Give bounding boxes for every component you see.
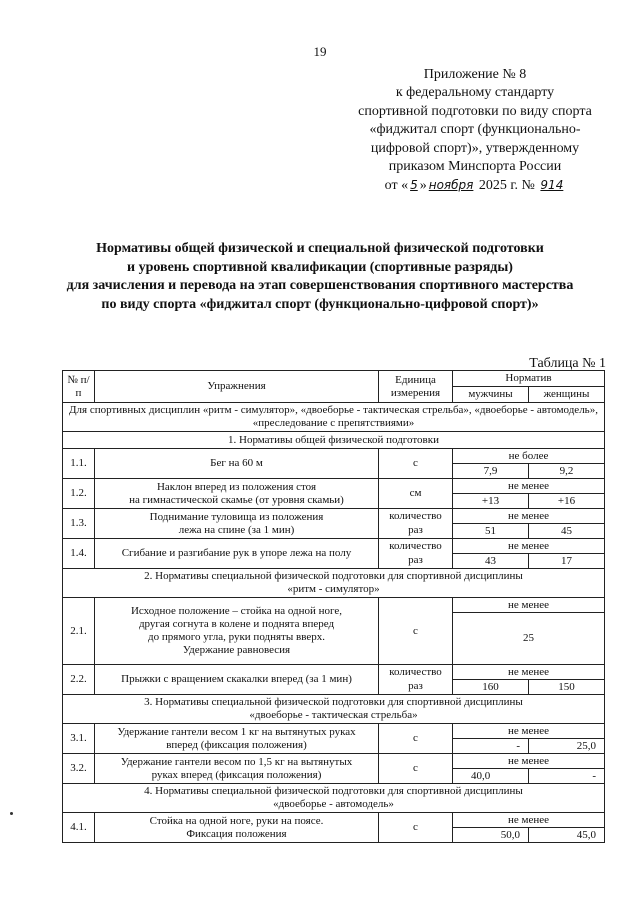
section-line: 4. Нормативы специальной физической подготовки для спортивной дисциплины: [144, 785, 523, 797]
title-line: и уровень спортивной квалификации (спортивные разряды): [127, 259, 513, 275]
unit: с: [379, 598, 453, 665]
date-mid: »: [419, 178, 427, 194]
norm-condition: не менее: [453, 598, 605, 613]
appendix-line: «фиджитал спорт (функционально-: [369, 122, 581, 138]
section-3-title: [63, 695, 605, 724]
table-row: [63, 754, 605, 769]
norm-condition: не более: [453, 449, 605, 464]
exercise-name: [95, 724, 379, 754]
row-number: 1.1.: [63, 449, 95, 479]
unit-line-2: раз: [379, 680, 453, 695]
exercise-name: Прыжки с вращением скакалки вперед (за 1 мин): [95, 665, 379, 695]
section-header-row: [63, 569, 605, 598]
appendix-line: к федеральному стандарту: [395, 85, 555, 101]
table-row: [63, 509, 605, 524]
table-row: [63, 598, 605, 613]
page-number: 19: [313, 44, 327, 59]
norm-condition: не менее: [453, 754, 605, 769]
exercise-line: лежа на спине (за 1 мин): [178, 523, 295, 536]
unit-line-2: раз: [379, 524, 453, 539]
table-row: [63, 813, 605, 828]
title-line: по виду спорта «фиджитал спорт (функционально-цифровой спорт)»: [101, 296, 539, 312]
norm-condition: не менее: [453, 479, 605, 494]
section-line: «двоеборье - тактическая стрельба»: [249, 709, 418, 721]
exercise-line: руках вперед (фиксация положения): [151, 768, 322, 781]
exercise-line: вперед (фиксация положения): [166, 738, 307, 751]
exercise-name: Бег на 60 м: [95, 449, 379, 479]
exercise-name: Сгибание и разгибание рук в упоре лежа на полу: [95, 539, 379, 569]
title-line: для зачисления и перевода на этап совершенствования спортивного мастерства: [66, 278, 574, 293]
norm-women: 150: [529, 680, 605, 695]
handwritten-month: ноября: [428, 178, 474, 193]
unit: с: [379, 449, 453, 479]
date-year: 2025 г. №: [478, 178, 535, 194]
row-number: 3.1.: [63, 724, 95, 754]
exercise-line: Поднимание туловища из положения: [149, 510, 324, 523]
exercise-line: на гимнастической скамье (от уровня скамьи): [129, 493, 344, 506]
norm-condition: не менее: [453, 665, 605, 680]
exercise-line: Стойка на одной ноге, руки на поясе.: [149, 814, 324, 827]
exercise-line: Наклон вперед из положения стоя: [156, 480, 317, 493]
appendix-title: Приложение № 8: [423, 67, 527, 82]
table-row: [63, 724, 605, 739]
exercise-line: Удержание гантели весом 1 кг на вытянутых руках: [117, 725, 356, 738]
header-men: мужчины: [453, 387, 529, 403]
appendix-block: [340, 66, 610, 196]
exercise-line: до прямого угла, руки подняты вверх.: [148, 631, 325, 643]
exercise-name: [95, 754, 379, 784]
norm-men: 51: [453, 524, 529, 539]
norm-women: 9,2: [529, 464, 605, 479]
exercise-name: [95, 509, 379, 539]
exercise-line: Удержание гантели весом по 1,5 кг на вытянутых: [120, 755, 353, 768]
scan-speck: [10, 812, 13, 815]
row-number: 4.1.: [63, 813, 95, 843]
norm-women: 25,0: [529, 739, 605, 754]
norm-men: 50,0: [453, 828, 529, 843]
header-num: № п/п: [63, 371, 95, 403]
exercise-line: Исходное положение – стойка на одной ноге,: [130, 605, 343, 617]
unit: с: [379, 724, 453, 754]
unit: см: [379, 479, 453, 509]
exercise-line: Удержание равновесия: [182, 644, 291, 656]
section-header-row: [63, 432, 605, 449]
norm-men: -: [453, 739, 529, 754]
table-row: [63, 539, 605, 554]
norm-condition: не менее: [453, 509, 605, 524]
table-header-row: [63, 371, 605, 387]
norm-women: 17: [529, 554, 605, 569]
norm-men: 7,9: [453, 464, 529, 479]
row-number: 3.2.: [63, 754, 95, 784]
unit: с: [379, 813, 453, 843]
exercise-line: другая согнута в колене и поднята вперед: [138, 618, 335, 630]
header-unit: Единица измерения: [379, 371, 453, 403]
norm-women: -: [529, 769, 605, 784]
norm-women: 45: [529, 524, 605, 539]
unit: количество: [379, 665, 453, 680]
handwritten-day: 5: [410, 178, 418, 193]
norms-table: [62, 370, 605, 843]
unit: с: [379, 754, 453, 784]
section-header-row: [63, 695, 605, 724]
norm-men: 43: [453, 554, 529, 569]
norm-men: 160: [453, 680, 529, 695]
title-line: Нормативы общей физической и специальной физической подготовки: [96, 241, 544, 256]
document-title: [40, 240, 600, 314]
section-line: 3. Нормативы специальной физической подготовки для спортивной дисциплины: [144, 696, 523, 708]
row-number: 1.3.: [63, 509, 95, 539]
section-header-row: [63, 784, 605, 813]
disciplines-note-row: [63, 403, 605, 432]
section-line: «ритм - симулятор»: [287, 583, 380, 595]
exercise-line: Фиксация положения: [186, 827, 287, 840]
appendix-line: цифровой спорт)», утвержденному: [370, 140, 580, 156]
order-date-line: [340, 176, 610, 195]
header-norm: Норматив: [453, 371, 605, 387]
row-number: 1.2.: [63, 479, 95, 509]
norm-women: 45,0: [529, 828, 605, 843]
norm-women: +16: [529, 494, 605, 509]
exercise-name: [95, 813, 379, 843]
header-exercises: Упражнения: [95, 371, 379, 403]
row-number: 1.4.: [63, 539, 95, 569]
row-number: 2.1.: [63, 598, 95, 665]
exercise-name: [95, 598, 379, 665]
handwritten-order-number: 914: [540, 178, 564, 193]
section-1-title: 1. Нормативы общей физической подготовки: [63, 432, 605, 449]
unit: количество: [379, 539, 453, 554]
norm-condition: не менее: [453, 724, 605, 739]
section-4-title: [63, 784, 605, 813]
norm-men: 40,0: [453, 769, 529, 784]
norm-condition: не менее: [453, 539, 605, 554]
unit: количество: [379, 509, 453, 524]
row-number: 2.2.: [63, 665, 95, 695]
date-prefix: от «: [384, 178, 409, 194]
table-caption: Таблица № 1: [529, 356, 606, 371]
appendix-line: спортивной подготовки по виду спорта: [358, 103, 592, 119]
appendix-line: приказом Минспорта России: [388, 159, 562, 175]
disciplines-note: Для спортивных дисциплин «ритм - симулятор», «двоеборье - тактическая стрельба», «двоеборье - автомодель», «преследование с препятствиями»: [63, 403, 605, 432]
unit-line-2: раз: [379, 554, 453, 569]
exercise-name: [95, 479, 379, 509]
header-women: женщины: [529, 387, 605, 403]
norm-men: +13: [453, 494, 529, 509]
section-line: «двоеборье - автомодель»: [273, 798, 394, 810]
table-row: [63, 479, 605, 494]
table-row: [63, 449, 605, 464]
norm-both: 25: [453, 613, 605, 665]
table-row: [63, 665, 605, 680]
section-line: 2. Нормативы специальной физической подготовки для спортивной дисциплины: [144, 570, 523, 582]
section-2-title: [63, 569, 605, 598]
norm-condition: не менее: [453, 813, 605, 828]
